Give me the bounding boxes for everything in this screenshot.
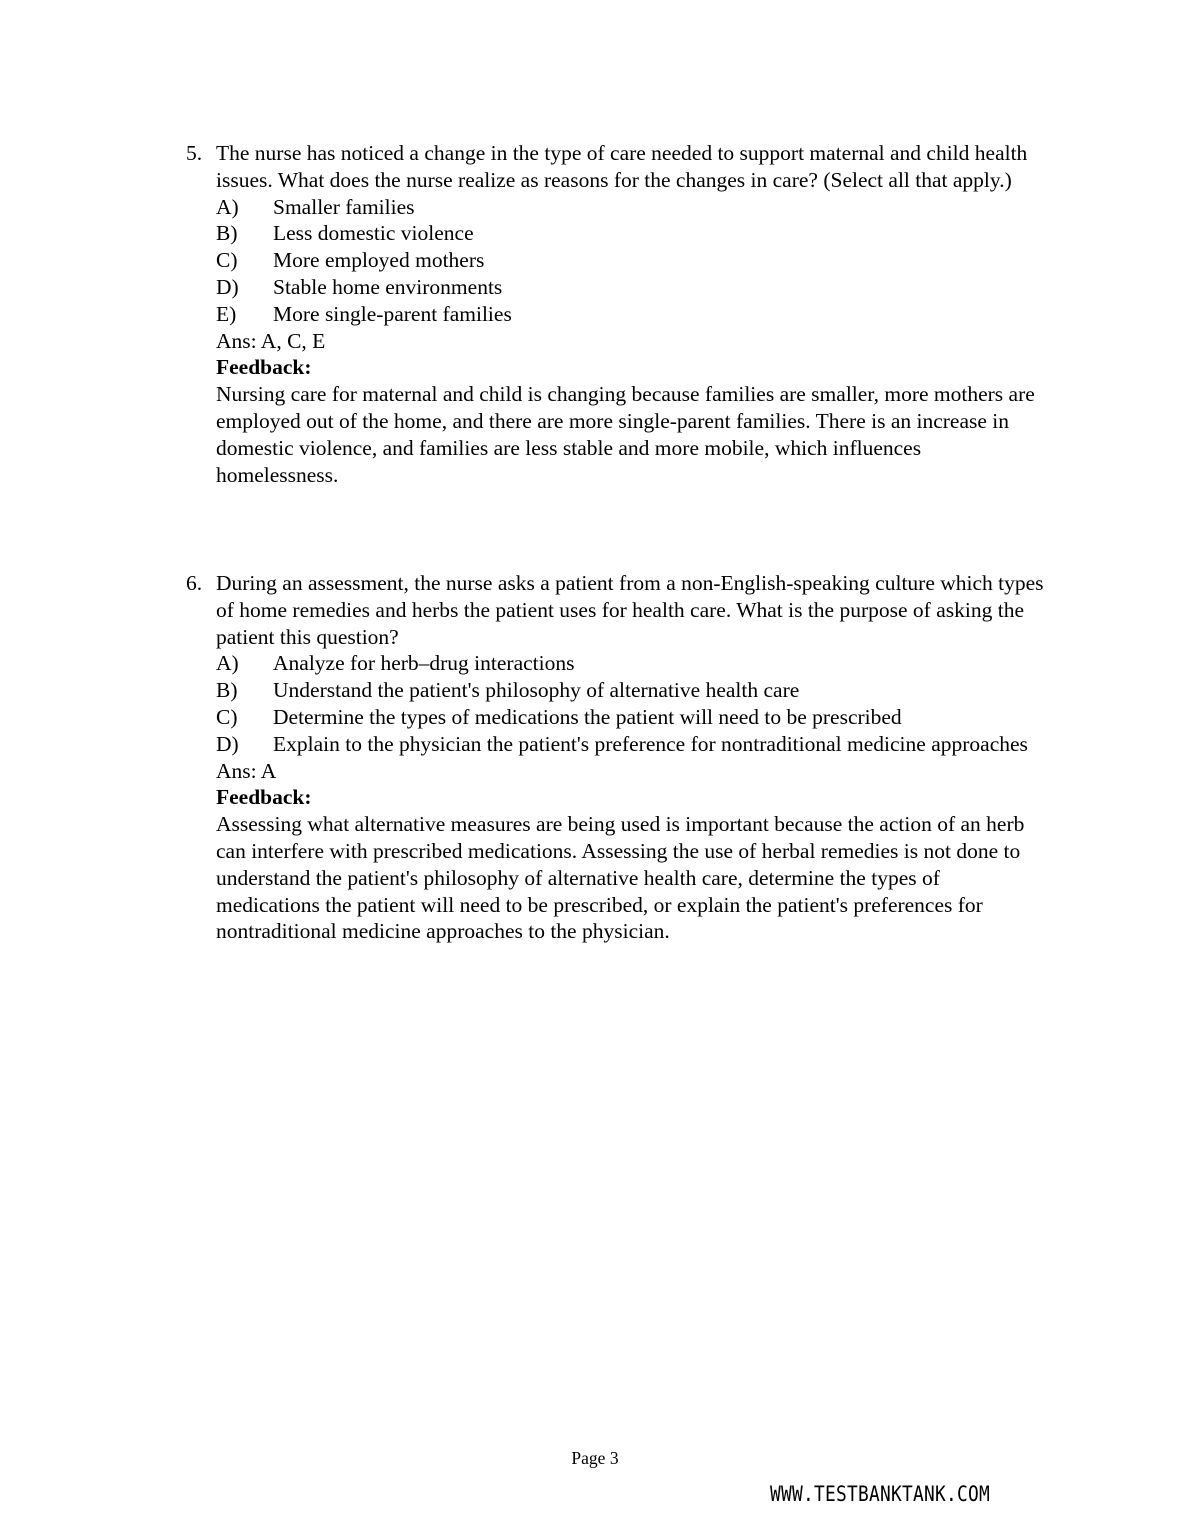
option-text: Smaller families: [273, 194, 415, 219]
option-a: [216, 650, 1046, 677]
page-number: Page 3: [571, 1448, 619, 1468]
option-c: [216, 704, 1046, 731]
option-letter: C): [216, 248, 238, 273]
option-letter: D): [216, 731, 239, 756]
option-letter: A): [216, 194, 239, 219]
option-e: [216, 301, 1046, 328]
option-d: [216, 731, 1046, 758]
option-letter: B): [216, 221, 238, 246]
website-watermark: WWW.TESTBANKTANK.COM: [770, 1482, 991, 1506]
question-6: [186, 570, 1046, 945]
option-text: Analyze for herb–drug interactions: [273, 651, 575, 676]
feedback-label: Feedback:: [216, 785, 312, 810]
option-letter: A): [216, 651, 239, 676]
option-a: [216, 194, 1046, 221]
option-text: More single-parent families: [273, 301, 512, 326]
question-stem: During an assessment, the nurse asks a patient from a non-English-speaking culture which types of home remedies and herbs the patient uses for health care. What is the purpose of asking the patient this question?: [216, 571, 1044, 649]
option-c: [216, 247, 1046, 274]
feedback-text: Nursing care for maternal and child is changing because families are smaller, more mothers are employed out of the home, and there are more single-parent families. There is an increase in domestic violence, and families are less stable and more mobile, which influences homelessness.: [216, 382, 1035, 487]
option-text: More employed mothers: [273, 248, 485, 273]
question-number: 6.: [186, 571, 203, 595]
question-5: [186, 140, 1046, 488]
option-d: [216, 274, 1046, 301]
option-letter: B): [216, 678, 238, 703]
option-text: Stable home environments: [273, 274, 503, 299]
answer-line: Ans: A, C, E: [216, 328, 326, 353]
answer-line: Ans: A: [216, 758, 277, 783]
question-stem: The nurse has noticed a change in the type of care needed to support maternal and child health issues. What does the nurse realize as reasons for the changes in care? (Select all that apply.): [216, 141, 1028, 192]
option-text: Explain to the physician the patient's preference for nontraditional medicine approaches: [273, 731, 1028, 756]
question-number: 5.: [186, 141, 203, 165]
option-text: Understand the patient's philosophy of alternative health care: [273, 678, 800, 703]
feedback-text: Assessing what alternative measures are being used is important because the action of an herb can interfere with prescribed medications. Assessing the use of herbal remedies is not done to understand the patient's philosophy of alternative health care, determine the types of medications the patient will need to be prescribed, or explain the patient's preferences for nontraditional medicine approaches to the physician.: [216, 812, 1025, 944]
option-letter: D): [216, 274, 239, 299]
option-b: [216, 220, 1046, 247]
option-letter: E): [216, 301, 237, 326]
feedback-label: Feedback:: [216, 355, 312, 380]
option-text: Determine the types of medications the patient will need to be prescribed: [273, 704, 902, 729]
option-b: [216, 677, 1046, 704]
option-text: Less domestic violence: [273, 221, 474, 246]
option-letter: C): [216, 704, 238, 729]
